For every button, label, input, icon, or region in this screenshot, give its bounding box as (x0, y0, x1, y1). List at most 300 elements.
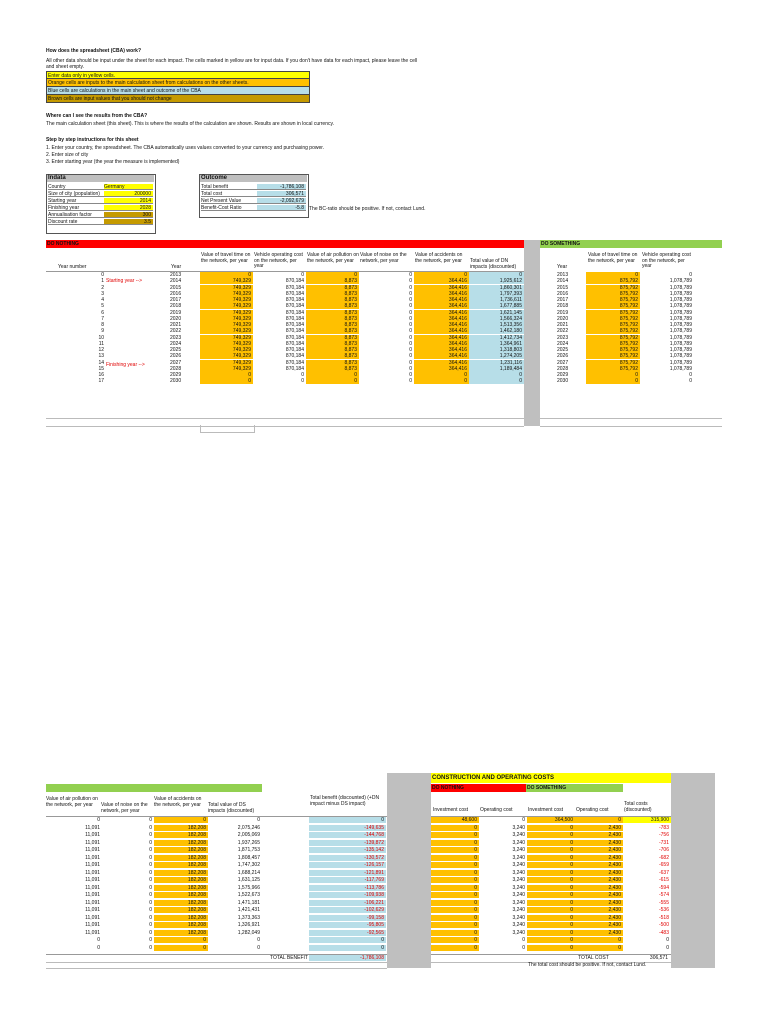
total-cost-cell: -615 (658, 877, 669, 883)
ds-operating-cell: 2,430 (575, 847, 623, 853)
dn-operating-cell: 3,240 (512, 877, 525, 883)
ds-investment-cell: 0 (527, 885, 575, 891)
ds-noise-header: Value of noise on the network, per year (101, 802, 148, 814)
ds-travel-cell: 875,792 (586, 303, 640, 309)
starting-year-input[interactable]: 2014 (104, 198, 153, 204)
legend-yellow: Enter data only in yellow cells. (46, 71, 310, 79)
ds-accidents-cell: 0 (154, 945, 208, 951)
ds-investment-cell: 0 (527, 945, 575, 951)
dn-investment-cell: 0 (431, 855, 479, 861)
indata-label: Annualisation factor (48, 212, 104, 218)
dn-air-cell: 8,873 (306, 278, 359, 284)
finishing-year-input[interactable]: 2028 (104, 205, 153, 211)
dn-total-cell: 1,364,961 (469, 341, 524, 347)
total-benefit-label: TOTAL BENEFIT (270, 955, 308, 961)
ds-air-cell: 11,091 (85, 847, 100, 853)
ds-noise-cell: 0 (149, 824, 152, 831)
dn-noise-cell: 0 (409, 303, 412, 310)
ds-travel-cell: 875,792 (586, 291, 640, 297)
dn-travel-cell: 749,329 (200, 310, 253, 316)
ds-year-cell: 2016 (557, 290, 569, 297)
ds-air-cell: 11,091 (85, 839, 100, 846)
discount-rate-value: 3.5 (104, 219, 153, 225)
dn-total-cell: 1,318,803 (469, 347, 524, 353)
total-cost-value: 306,571 (257, 191, 306, 197)
dn-air-cell: 8,873 (306, 341, 359, 347)
indata-label: Starting year (48, 198, 104, 204)
ds-accidents-cell: 182,208 (154, 870, 208, 876)
dn-air-cell: 0 (306, 378, 359, 384)
dn-accidents-cell: 364,416 (414, 310, 469, 316)
ds-total-cell: 1,326,921 (237, 922, 260, 928)
dn-accidents-cell: 364,416 (414, 285, 469, 291)
ds-vehicle-cell: 0 (689, 272, 692, 278)
year-cell: 2027 (170, 359, 182, 366)
ds-vehicle-cell: 1,078,789 (669, 303, 692, 310)
dn-air-cell: 8,873 (306, 316, 359, 322)
dn-accidents-cell: 364,416 (414, 278, 469, 284)
dn-operating-cell: 0 (522, 944, 525, 951)
ds-air-cell: 11,091 (85, 929, 100, 936)
year-number-cell: 17 (98, 378, 104, 385)
ds-travel-cell: 875,792 (586, 285, 640, 291)
total-cost-cell: -518 (658, 914, 669, 921)
ds-operating-cell: 2,430 (575, 930, 623, 936)
dn-operating-cell: 3,240 (512, 929, 525, 936)
ds-vehicle-cell: 1,078,789 (669, 353, 692, 360)
dn-noise-cell: 0 (409, 353, 412, 360)
dn-accidents-cell: 364,416 (414, 328, 469, 334)
ds-vehicle-cell: 1,078,789 (669, 309, 692, 316)
ds-year-cell: 2015 (557, 284, 569, 291)
dn-travel-cell: 749,329 (200, 353, 253, 359)
ds-travel-header: Value of travel time on the network, per year (588, 252, 638, 264)
ds-year-cell: 2014 (557, 278, 569, 285)
year-number-header: Year number (58, 264, 87, 270)
dn-accidents-cell: 364,416 (414, 341, 469, 347)
dn-operating-cell: 3,240 (512, 907, 525, 913)
total-cost-cell: -536 (658, 907, 669, 913)
total-cost-cell: -756 (658, 832, 669, 838)
costs-do-nothing-title: DO NOTHING (431, 784, 526, 792)
ds-noise-cell: 0 (149, 847, 152, 853)
benefit-cell: -126,157 (309, 862, 386, 868)
dn-noise-cell: 0 (409, 322, 412, 328)
separator-column (671, 773, 715, 968)
results-text: The main calculation sheet (this sheet). This is where the results of the calculation are shown. Results are shown in local currency. (46, 121, 335, 127)
ds-total-cell: 1,575,966 (237, 884, 260, 891)
ds-vehicle-cell: 0 (689, 378, 692, 385)
dn-vehicle-cell: 870,184 (285, 278, 304, 285)
dn-investment-cell: 0 (431, 892, 479, 898)
ds-air-cell: 0 (97, 944, 100, 951)
ds-vehicle-header: Vehicle operating cost on the network, per year (642, 252, 691, 269)
ds-investment-cell: 0 (527, 915, 575, 921)
ds-noise-cell: 0 (149, 832, 152, 838)
finishing-year-marker: Finishing year --> (106, 362, 145, 368)
dn-accidents-cell: 0 (414, 372, 469, 378)
ds-operating-cell: 2,430 (575, 877, 623, 883)
dn-travel-cell: 749,329 (200, 328, 253, 334)
ds-travel-cell: 875,792 (586, 335, 640, 341)
ds-vehicle-cell: 1,078,789 (669, 359, 692, 366)
ds-travel-cell: 875,792 (586, 347, 640, 353)
year-number-cell: 3 (101, 290, 104, 297)
blank-row (540, 418, 722, 427)
ds-vehicle-cell: 1,078,789 (669, 328, 692, 335)
ds-investment-cell: 0 (527, 825, 575, 831)
year-number-cell: 6 (101, 309, 104, 316)
step-1: 1. Enter your country, the spreadsheet. The CBA automatically uses values converted to your currency and purchasing power. (46, 145, 325, 151)
ds-operating-cell: 2,430 (575, 870, 623, 876)
intro-paragraph-line-1: All other data should be input under the sheet for each impact. The cells marked in yellow are for input data. If you don't have data for each impact, please leave the cell (46, 58, 418, 64)
legend-brown: Brown cells are input values that you should not change (46, 95, 310, 103)
blank-row (46, 418, 524, 427)
dn-vehicle-cell: 870,184 (285, 303, 304, 310)
ds-accidents-cell: 182,208 (154, 825, 208, 831)
dn-travel-cell: 749,329 (200, 335, 253, 341)
ds-vehicle-cell: 1,078,789 (669, 278, 692, 285)
dn-air-cell: 0 (306, 272, 359, 278)
benefit-cell: -117,769 (309, 877, 386, 883)
ds-total-cell: 0 (257, 817, 260, 823)
dn-total-cell: 1,566,324 (469, 316, 524, 322)
total-costs-header: Total costs (discounted) (624, 801, 652, 813)
ds-noise-cell: 0 (149, 839, 152, 846)
ds-vehicle-cell: 1,078,789 (669, 290, 692, 297)
dn-air-cell: 8,873 (306, 322, 359, 328)
dn-operating-cell: 0 (522, 817, 525, 823)
dn-travel-cell: 749,329 (200, 322, 253, 328)
dn-noise-cell: 0 (409, 278, 412, 285)
ds-investment-cell: 0 (527, 832, 575, 838)
ds-air-cell: 11,091 (85, 824, 100, 831)
benefit-cell: -102,629 (309, 907, 386, 913)
ds-total-cell: 1,747,302 (237, 862, 260, 868)
ds-investment-cell: 0 (527, 922, 575, 928)
indata-label: Country (48, 184, 104, 190)
dn-vehicle-cell: 0 (301, 272, 304, 278)
ds-vehicle-cell: 1,078,789 (669, 322, 692, 328)
dn-total-cell: 1,736,611 (469, 297, 524, 303)
intro-heading: How does the spreadsheet (CBA) work? (46, 48, 142, 54)
ds-travel-cell: 875,792 (586, 341, 640, 347)
ds-air-cell: 11,091 (85, 899, 100, 906)
total-cost-cell: -574 (658, 892, 669, 898)
benefit-cell: -113,786 (309, 885, 386, 891)
ds-air-cell: 0 (97, 817, 100, 823)
total-cost-cell: 0 (666, 944, 669, 951)
dn-travel-cell: 0 (200, 372, 253, 378)
ds-accidents-cell: 182,208 (154, 840, 208, 846)
benefit-cell: -149,635 (309, 825, 386, 831)
ds-accidents-cell: 0 (154, 937, 208, 943)
year-cell: 2015 (170, 284, 182, 291)
ds-noise-cell: 0 (149, 922, 152, 928)
year-cell: 2014 (170, 278, 182, 285)
ds-accidents-cell: 0 (154, 817, 208, 823)
ds-investment-cell: 0 (527, 877, 575, 883)
dn-accidents-cell: 0 (414, 272, 469, 278)
ds-air-cell: 11,091 (85, 914, 100, 921)
ds-air-cell: 11,091 (85, 854, 100, 861)
dn-investment-cell: 0 (431, 840, 479, 846)
ds-air-cell: 11,091 (85, 832, 100, 838)
ds-total-cell: 0 (257, 944, 260, 951)
intro-paragraph-line-2: and sheet empty. (46, 64, 84, 70)
year-number-cell: 10 (98, 334, 104, 341)
dn-total-cell: 0 (469, 272, 524, 278)
year-cell: 2021 (170, 322, 182, 328)
dn-air-cell: 8,873 (306, 285, 359, 291)
ds-operating-cell: 2,430 (575, 915, 623, 921)
dn-accidents-cell: 364,416 (414, 303, 469, 309)
ds-travel-cell: 875,792 (586, 297, 640, 303)
dn-total-cell: 0 (469, 372, 524, 378)
ds-travel-cell: 875,792 (586, 310, 640, 316)
ds-noise-cell: 0 (149, 817, 152, 823)
dn-noise-cell: 0 (409, 309, 412, 316)
dn-total-cell: 1,231,116 (469, 360, 524, 366)
legend-blue: Blue cells are calculations in the main sheet and outcome of the CBA (46, 87, 310, 95)
ds-investment-cell: 0 (527, 862, 575, 868)
ds-vehicle-cell: 1,078,789 (669, 340, 692, 347)
ds-air-cell: 0 (97, 937, 100, 943)
ds-year-cell: 2030 (557, 378, 569, 385)
year-cell: 2022 (170, 328, 182, 335)
benefit-cell: 0 (309, 937, 386, 943)
dn-operating-cell: 3,240 (512, 847, 525, 853)
dn-operating-cell: 3,240 (512, 892, 525, 898)
ds-accidents-cell: 182,208 (154, 907, 208, 913)
dn-accidents-cell: 364,416 (414, 366, 469, 372)
dn-investment-cell: 48,600 (431, 817, 479, 823)
dn-air-cell: 8,873 (306, 297, 359, 303)
ds-operating-cell: 2,430 (575, 885, 623, 891)
year-number-cell: 16 (98, 372, 104, 378)
ds-accidents-cell: 182,208 (154, 855, 208, 861)
dn-accidents-cell: 364,416 (414, 291, 469, 297)
dn-travel-cell: 749,329 (200, 366, 253, 372)
results-heading: Where can I see the results from the CBA? (46, 113, 148, 119)
dn-air-header: Value of air pollution on the network, per year (307, 252, 359, 264)
outcome-label: Total benefit (201, 184, 257, 190)
ds-vehicle-cell: 1,078,789 (669, 365, 692, 372)
header-rule (46, 271, 524, 272)
ds-year-cell: 2029 (557, 372, 569, 378)
ds-vehicle-cell: 1,078,789 (669, 334, 692, 341)
dn-accidents-header: Value of accidents on the network, per year (415, 252, 463, 264)
country-input[interactable]: Germany (104, 184, 153, 190)
ds-year-cell: 2018 (557, 303, 569, 310)
ds-total-cell: 1,282,049 (237, 929, 260, 936)
ds-investment-cell: 0 (527, 907, 575, 913)
outcome-label: Benefit-Cost Ratio (201, 205, 257, 211)
dn-accidents-cell: 364,416 (414, 316, 469, 322)
dn-vehicle-cell: 870,184 (285, 365, 304, 372)
ds-noise-cell: 0 (149, 907, 152, 913)
dn-total-cell: 0 (469, 378, 524, 384)
ds-accidents-cell: 182,208 (154, 832, 208, 838)
ds-noise-cell: 0 (149, 869, 152, 876)
dn-operating-cell: 3,240 (512, 869, 525, 876)
ds-year-cell: 2024 (557, 340, 569, 347)
ds-year-header: Year (557, 264, 568, 270)
costs-title: CONSTRUCTION AND OPERATING COSTS (431, 773, 671, 783)
dn-travel-cell: 0 (200, 378, 253, 384)
ds-operating-cell: 0 (575, 817, 623, 823)
separator-column (524, 240, 540, 426)
do-nothing-header-bar (46, 240, 524, 248)
year-number-cell: 13 (98, 353, 104, 360)
ds-operating-cell: 0 (575, 937, 623, 943)
dn-noise-cell: 0 (409, 372, 412, 378)
dn-travel-cell: 0 (200, 272, 253, 278)
starting-year-marker: Starting year --> (106, 278, 142, 284)
ds-accidents-cell: 182,208 (154, 930, 208, 936)
total-cost-cell: 315,900 (623, 817, 671, 823)
year-number-cell: 2 (101, 284, 104, 291)
ds-year-cell: 2019 (557, 309, 569, 316)
total-cost-cell: -594 (658, 884, 669, 891)
total-cost-cell: -706 (658, 847, 669, 853)
ds-accidents-cell: 182,208 (154, 922, 208, 928)
dn-travel-header: Value of travel time on the network, per year (201, 252, 251, 264)
ds-year-cell: 2020 (557, 315, 569, 322)
indata-label: Finishing year (48, 205, 104, 211)
dn-noise-header: Value of noise on the network, per year (360, 252, 407, 264)
year-number-cell: 9 (101, 328, 104, 335)
year-number-cell: 15 (98, 365, 104, 372)
dn-air-cell: 8,873 (306, 366, 359, 372)
dn-noise-cell: 0 (409, 315, 412, 322)
dn-noise-cell: 0 (409, 272, 412, 278)
ds-total-cell: 0 (257, 937, 260, 943)
year-number-cell: 8 (101, 322, 104, 328)
dn-travel-cell: 749,329 (200, 347, 253, 353)
dn-accidents-cell: 364,416 (414, 360, 469, 366)
dn-operating-header: Operating cost (480, 807, 513, 813)
dn-travel-cell: 749,329 (200, 303, 253, 309)
ds-air-cell: 11,091 (85, 922, 100, 928)
year-cell: 2013 (170, 272, 182, 278)
year-cell: 2026 (170, 353, 182, 360)
ds-investment-cell: 0 (527, 892, 575, 898)
total-cost-cell: -500 (658, 922, 669, 928)
ds-year-cell: 2028 (557, 365, 569, 372)
indata-label: Size of city (population) (48, 191, 104, 197)
ds-noise-cell: 0 (149, 877, 152, 883)
dn-air-cell: 8,873 (306, 310, 359, 316)
ds-accidents-cell: 182,208 (154, 892, 208, 898)
dn-vehicle-cell: 870,184 (285, 347, 304, 353)
dn-investment-cell: 0 (431, 930, 479, 936)
ds-travel-cell: 875,792 (586, 316, 640, 322)
dn-air-cell: 8,873 (306, 335, 359, 341)
ds-total-cell: 2,005,069 (237, 832, 260, 838)
do-nothing-title: DO NOTHING (46, 240, 525, 248)
year-header: Year (171, 264, 182, 270)
year-cell: 2020 (170, 315, 182, 322)
total-benefit-value: -1,786,108 (257, 184, 306, 190)
dn-investment-cell: 0 (431, 862, 479, 868)
dn-operating-cell: 3,240 (512, 884, 525, 891)
ds-accidents-cell: 182,208 (154, 847, 208, 853)
ds-vehicle-cell: 1,078,789 (669, 315, 692, 322)
ds-total-header: Total value of DS impacts (discounted) (208, 802, 255, 814)
year-cell: 2024 (170, 340, 182, 347)
total-cost-cell: -783 (658, 824, 669, 831)
dn-total-cell: 1,462,180 (469, 328, 524, 334)
bcr-note: The BC-ratio should be positive. If not, contact Lund. (309, 206, 426, 212)
year-cell: 2018 (170, 303, 182, 310)
indata-label: Discount rate (48, 219, 104, 225)
dn-investment-cell: 0 (431, 907, 479, 913)
ds-year-cell: 2021 (557, 322, 569, 328)
dn-vehicle-cell: 870,184 (285, 315, 304, 322)
dn-vehicle-cell: 870,184 (285, 297, 304, 303)
dn-travel-cell: 749,329 (200, 360, 253, 366)
total-cost-cell: -731 (658, 839, 669, 846)
total-cost-cell: -682 (658, 854, 669, 861)
step-3: 3. Enter starting year (the year the measure is implemented) (46, 159, 180, 165)
dn-total-cell: 1,274,205 (469, 353, 524, 359)
dn-operating-cell: 3,240 (512, 899, 525, 906)
legend-orange: Orange cells are inputs to the main calculation sheet from calculations on the other sheets. (46, 79, 310, 87)
ds-noise-cell: 0 (149, 862, 152, 868)
dn-noise-cell: 0 (409, 378, 412, 385)
benefit-cell: -144,768 (309, 832, 386, 838)
blank-row (46, 961, 387, 969)
benefit-cell: -99,158 (309, 915, 386, 921)
dn-air-cell: 8,873 (306, 360, 359, 366)
total-cost-cell: -555 (658, 899, 669, 906)
ds-travel-cell: 875,792 (586, 278, 640, 284)
dn-total-cell: 1,797,393 (469, 291, 524, 297)
dn-investment-cell: 0 (431, 877, 479, 883)
dn-vehicle-cell: 870,184 (285, 334, 304, 341)
outcome-title: Outcome (200, 175, 307, 182)
ds-noise-cell: 0 (149, 899, 152, 906)
city-size-input[interactable]: 200000 (104, 191, 153, 197)
year-cell: 2030 (170, 378, 182, 385)
dn-vehicle-cell: 870,184 (285, 322, 304, 328)
total-cost-total: 306,571 (649, 955, 668, 961)
ds-year-cell: 2013 (557, 272, 569, 278)
dn-air-cell: 8,873 (306, 291, 359, 297)
ds-air-cell: 11,091 (85, 907, 100, 913)
blank-cell (200, 425, 255, 433)
ds-total-cell: 1,373,363 (237, 914, 260, 921)
ds-travel-cell: 875,792 (586, 328, 640, 334)
dn-vehicle-cell: 870,184 (285, 353, 304, 360)
ds-year-cell: 2023 (557, 334, 569, 341)
dn-operating-cell: 3,240 (512, 824, 525, 831)
dn-operating-cell: 3,240 (512, 922, 525, 928)
year-number-cell: 11 (98, 340, 104, 347)
ds-operating-cell: 0 (575, 945, 623, 951)
dn-vehicle-cell: 870,184 (285, 290, 304, 297)
ds-total-cell: 1,421,431 (237, 907, 260, 913)
steps-heading: Step by step instructions for this sheet (46, 137, 139, 143)
ds-vehicle-cell: 0 (689, 372, 692, 378)
ds-total-cell: 2,075,246 (237, 824, 260, 831)
ds-travel-cell: 875,792 (586, 353, 640, 359)
benefit-cell: 0 (309, 945, 386, 951)
ds-air-cell: 11,091 (85, 862, 100, 868)
ds-total-cell: 1,808,457 (237, 854, 260, 861)
year-cell: 2023 (170, 334, 182, 341)
